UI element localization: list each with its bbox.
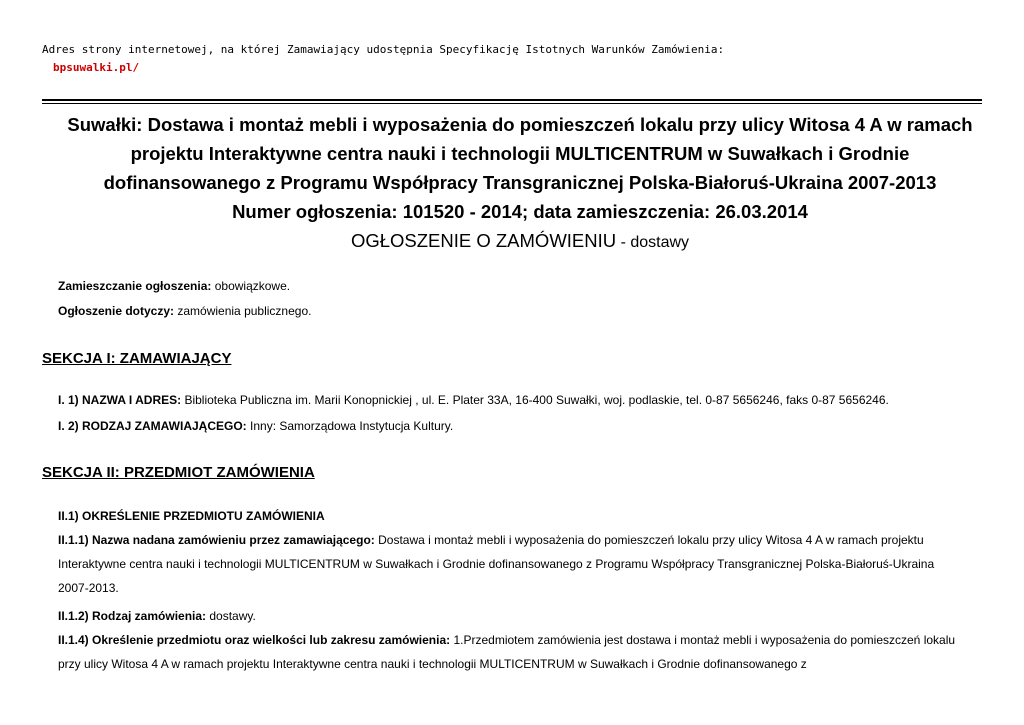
section-1-name-address [58,392,889,408]
order-type-value: dostawy. [206,609,256,623]
section-1-heading: SEKCJA I: ZAMAWIAJĄCY [42,350,232,367]
name-address-value: Biblioteka Publiczna im. Marii Konopnickiej , ul. E. Plater 33A, 16-400 Suwałki, woj. podlaskie, tel. 0-87 5656246, faks 0-87 5656246. [181,393,889,407]
subject-heading: II.1) OKREŚLENIE PRZEDMIOTU ZAMÓWIENIA [58,509,325,523]
notice-number: Numer ogłoszenia: 101520 - 2014; data zamieszczenia: 26.03.2014 [232,201,808,222]
placement-label: Zamieszczanie ogłoszenia: [58,279,212,293]
section-1-type [58,418,453,434]
order-type-row [58,608,256,624]
section-2-heading: SEKCJA II: PRZEDMIOT ZAMÓWIENIA [42,464,315,481]
notice-kind: - dostawy [616,234,690,251]
concerns-row [58,303,311,319]
notice-type [40,226,1000,257]
subject-scope-paragraph [58,628,968,676]
placement-row [58,278,290,294]
subject-scope-label: II.1.4) Określenie przedmiotu oraz wielkości lub zakresu zamówienia: [58,633,451,647]
placement-value: obowiązkowe. [211,279,291,293]
header-divider [42,99,982,104]
authority-type-label: I. 2) RODZAJ ZAMAWIAJĄCEGO: [58,419,247,433]
concerns-value: zamówienia publicznego. [174,304,312,318]
concerns-label: Ogłoszenie dotyczy: [58,304,175,318]
subject-scope-value: 1.Przedmiotem zamówienia jest dostawa i montaż mebli i wyposażenia do pomieszczeń lokalu przy ulicy Witosa 4 A w ramach projektu Interaktywne centra nauki i technologii MULTICENTRUM w Suwałkach i Grodnie dofinansowanego z [58,633,956,671]
notice-type-label: OGŁOSZENIE O ZAMÓWIENIU [350,230,617,251]
section-2-subheading [58,508,325,524]
source-label: Adres strony internetowej, na której Zamawiający udostępnia Specyfikację Istotnych Warunków Zamówienia: [42,43,725,56]
notice-title [40,110,1000,257]
order-type-label: II.1.2) Rodzaj zamówienia: [58,609,207,623]
subject-name-value: Dostawa i montaż mebli i wyposażenia do pomieszczeń lokalu przy ulicy Witosa 4 A w ramach projektu Interaktywne centra nauki i technologii MULTICENTRUM w Suwałkach i Grodnie dofinansowanego z Programu Współpracy Transgranicznej Polska-Białoruś-Ukraina 2007-2013. [58,533,935,595]
title-line-3: dofinansowanego z Programu Współpracy Transgranicznej Polska-Białoruś-Ukraina 2007-2013 [103,172,937,193]
title-line-2: projektu Interaktywne centra nauki i technologii MULTICENTRUM w Suwałkach i Grodnie [130,143,910,164]
authority-type-value: Inny: Samorządowa Instytucja Kultury. [246,419,454,433]
source-link[interactable]: bpsuwalki.pl/ [53,61,140,74]
subject-name-label: II.1.1) Nazwa nadana zamówieniu przez zamawiającego: [58,533,375,547]
subject-name-paragraph [58,528,968,600]
title-line-1: Suwałki: Dostawa i montaż mebli i wyposażenia do pomieszczeń lokalu przy ulicy Witosa 4 A w ramach [67,114,973,135]
name-address-label: I. 1) NAZWA I ADRES: [58,393,182,407]
